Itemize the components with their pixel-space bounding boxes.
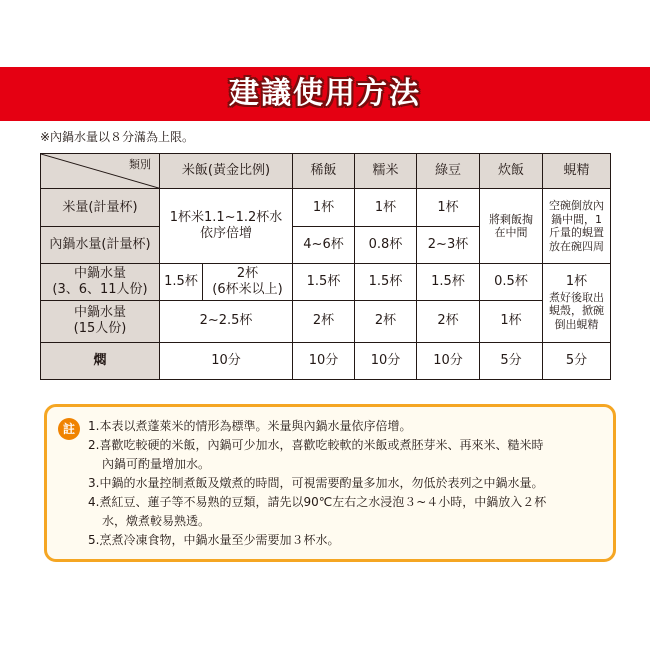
row-label-stew: 燜 [41,342,160,379]
note-badge: 註 [58,418,80,440]
note-line: 3.中鍋的水量控制煮飯及燉煮的時間，可視需要酌量多加水，勿低於表列之中鍋水量。 [88,476,544,490]
note-line: 1.本表以煮蓬萊米的情形為標準。米量與內鍋水量依序倍增。 [88,419,412,433]
mid-small-rice-right-line-2: (6杯米以上) [212,282,283,298]
capacity-note: ※內鍋水量以８分滿為上限。 [40,130,195,144]
rice-water-line-2: 依序倍增 [199,226,252,242]
row-middle-water-small [41,264,611,300]
mid-small-steamed: 0.5杯 [480,264,543,300]
row-label-line-1: 中鍋水量 [73,265,126,281]
row-label-middle-water-small [41,264,160,300]
stew-mung: 10分 [417,342,480,379]
note-line: 內鍋可酌量增加水。 [102,457,211,471]
mid-small-congee: 1.5杯 [293,264,355,300]
clam-top-line: 斤量的蜆置 [549,226,604,240]
note-line: 5.烹煮冷凍食物，中鍋水量至少需要加３杯水。 [88,533,340,547]
row-label-inner-water: 內鍋水量(計量杯) [41,227,160,264]
row-middle-water-large [41,300,611,342]
stew-sticky: 10分 [355,342,417,379]
note-line: 2.喜歡吃較硬的米飯，內鍋可少加水，喜歡吃較軟的米飯或煮胚芽米、再來米、糙米時 [88,438,544,452]
page-title: 建議使用方法 [229,76,421,111]
clam-middle-line: 倒出蜆精 [554,318,599,332]
col-header-mung-bean: 綠豆 [417,154,480,189]
stew-rice: 10分 [160,342,293,379]
mid-large-steamed: 1杯 [480,300,543,342]
row-label-rice: 米量(計量杯) [41,189,160,227]
row-stew-time [41,342,611,379]
col-header-sticky-rice: 糯米 [355,154,417,189]
steam-line-2: 在中間 [494,226,528,240]
usage-table [40,153,611,380]
mid-large-rice: 2~2.5杯 [160,300,293,342]
mid-large-congee: 2杯 [293,300,355,342]
congee-rice-amount: 1杯 [293,189,355,227]
stew-steamed: 5分 [480,342,543,379]
row-label-line-2: (3、6、11人份) [52,282,148,298]
col-header-rice: 米飯(黃金比例) [160,154,293,189]
note-line: 4.煮紅豆、蓮子等不易熟的豆類，請先以90℃左右之水浸泡３~４小時，中鍋放入２杯 [88,495,547,509]
header-row [41,154,611,189]
clam-top-instruction [543,189,611,264]
mid-small-rice-right-line-1: 2杯 [236,265,259,281]
row-rice-amount [41,189,611,227]
mid-large-mung: 2杯 [417,300,480,342]
congee-inner-water: 4~6杯 [293,227,355,264]
mid-large-sticky: 2杯 [355,300,417,342]
clam-middle-instruction [543,264,611,342]
col-header-clam-essence: 蜆精 [543,154,611,189]
category-header-cell [41,154,160,189]
row-label-middle-water-large [41,300,160,342]
mung-inner-water: 2~3杯 [417,227,480,264]
clam-middle-line: 煮好後取出 [549,290,604,304]
stew-clam: 5分 [543,342,611,379]
steam-line-1: 將剩飯掏 [489,212,533,226]
category-label: 類別 [129,158,151,171]
clam-middle-value: 1杯 [565,274,588,290]
col-header-steamed-rice: 炊飯 [480,154,543,189]
row-label-line-2: (15人份) [73,321,127,337]
steamed-rice-instruction [480,189,543,264]
clam-top-line: 鍋中間，1 [551,212,602,226]
clam-middle-line: 蜆殼，掀碗 [549,304,604,318]
note-line: 水，燉煮較易熟透。 [102,514,211,528]
rice-water-line-1: 1杯米1.1~1.2杯水 [169,210,283,226]
mid-small-sticky: 1.5杯 [355,264,417,300]
clam-top-line: 空碗倒放內 [549,198,604,212]
rice-water-ratio [160,189,293,264]
sticky-rice-amount: 1杯 [355,189,417,227]
mid-small-rice-left: 1.5杯 [160,264,203,300]
col-header-congee: 稀飯 [293,154,355,189]
notes-list [88,417,608,550]
row-label-line-1: 中鍋水量 [73,304,126,320]
clam-top-line: 放在碗四周 [549,240,604,254]
sticky-inner-water: 0.8杯 [355,227,417,264]
stew-congee: 10分 [293,342,355,379]
mung-rice-amount: 1杯 [417,189,480,227]
mid-small-mung: 1.5杯 [417,264,480,300]
mid-small-rice-right [203,264,293,300]
